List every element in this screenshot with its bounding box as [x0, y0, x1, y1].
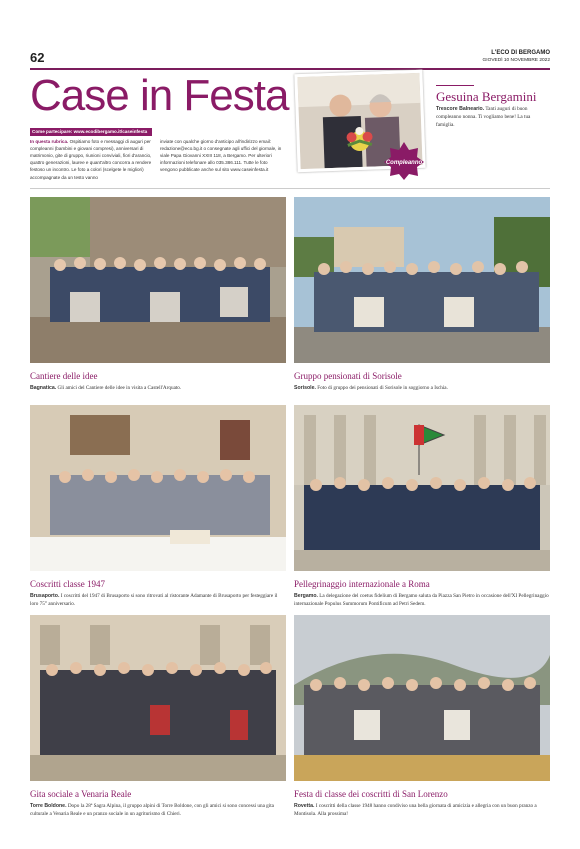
caption-title-5: Gita sociale a Venaria Reale — [30, 789, 132, 799]
caption-body-4: La delegazione del coetus fidelium di Bergamo saluta da Piazza San Pietro in occasione dell'XI Pellegrinaggio internazionale Populus Summorum Pontificum ad Petri Sedem. — [294, 593, 549, 607]
caption-title-1: Cantiere delle idee — [30, 371, 98, 381]
caption-text-1 — [30, 385, 286, 393]
photo-sorisole — [294, 197, 550, 363]
photo-cantiere — [30, 197, 286, 363]
caption-place-6: Rovetta. — [294, 803, 315, 809]
caption-title-6: Festa di classe dei coscritti di San Lorenzo — [294, 789, 448, 799]
masthead — [483, 50, 550, 64]
howto-text-b: inviate con qualche giorno d'anticipo all'indirizzo email: redazione@eco.bg.it o consegnate agli uffici del giornale, in viale Papa Giovanni XXIII 118, a Bergamo. Per ulteriori informazioni telefonare allo 035.386.111. Tutte le foto vengono pubblicate anche sul sito www.caseinfesta.it — [160, 139, 282, 173]
howto-lead: In questa rubrica. — [30, 139, 69, 144]
caption-body-6: I coscritti della classe 1948 hanno condiviso una bella giornata di amicizia e allegria con un buon pranzo a Montisola. Alla prossima! — [294, 803, 537, 817]
caption-text-6 — [294, 803, 550, 819]
caption-text-5 — [30, 803, 286, 819]
caption-place-1: Bagnatica. — [30, 385, 57, 391]
photo-venaria — [30, 615, 286, 781]
photo-san-lorenzo — [294, 615, 550, 781]
caption-title-4: Pellegrinaggio internazionale a Roma — [294, 579, 430, 589]
feature-title: Gesuina Bergamini — [436, 89, 537, 104]
caption-body-5: Dopo la 28ª Sagra Alpina, il gruppo alpini di Torre Boldone, con gli amici si sono concessi una gita culturale a Venaria Reale e un pranzo sociale in un agriturismo di Chieri. — [30, 803, 274, 817]
caption-place-4: Bergamo. — [294, 593, 318, 599]
caption-title-2: Gruppo pensionati di Sorisole — [294, 371, 402, 381]
top-rule — [30, 68, 550, 70]
caption-body-3: I coscritti del 1947 di Brusaporto si sono ritrovati al ristorante Adamante di Brusaporto per festeggiare il loro 75° anniversario. — [30, 593, 278, 607]
issue-date: GIOVEDÌ 10 NOVEMBRE 2022 — [482, 57, 550, 63]
section-divider — [30, 188, 550, 189]
caption-place-2: Sorisole. — [294, 385, 316, 391]
caption-text-4 — [294, 593, 550, 609]
caption-body-2: Foto di gruppo dei pensionati di Sorisole in soggiorno a Ischia. — [317, 385, 448, 391]
caption-title-3: Coscritti classe 1947 — [30, 579, 105, 589]
feature-place: Trescore Balneario. — [436, 106, 485, 112]
howto-text-a — [30, 138, 155, 181]
feature-rule — [436, 85, 474, 86]
howto-body-a: Ospitiamo foto e messaggi di auguri per compleanni (bambini e giovani compresi), anniversari di matrimonio, gite di gruppo, riunioni conviviali, fiori d'arancio, quattro generazioni, lauree e quant'altro concorra a rendere festoso un incontro. Le foto a colori (scelgete le migliori) accompagnate da un testo vanno — [30, 139, 152, 180]
section-title: Case in Festa — [30, 71, 289, 120]
howto-heading: Come partecipare: www.ecodibergamo.it/caseinfesta — [30, 128, 152, 136]
caption-body-1: Gli amici del Cantiere delle idee in visita a Castell'Arquato. — [57, 385, 182, 391]
feature-body: Tanti auguri di buon compleanno nonna. Ti vogliamo bene! La tua famiglia. — [436, 106, 531, 128]
photo-roma — [294, 405, 550, 571]
feature-text — [436, 106, 548, 129]
paper-name: L'ECO DI BERGAMO — [491, 50, 550, 56]
caption-place-5: Torre Boldone. — [30, 803, 67, 809]
caption-text-2 — [294, 385, 550, 393]
birthday-badge-icon — [382, 140, 426, 180]
badge-label: Compleanno — [385, 160, 423, 166]
photo-coscritti-1947 — [30, 405, 286, 571]
page-number: 62 — [30, 50, 45, 65]
caption-text-3 — [30, 593, 286, 609]
caption-place-3: Brusaporto. — [30, 593, 60, 599]
